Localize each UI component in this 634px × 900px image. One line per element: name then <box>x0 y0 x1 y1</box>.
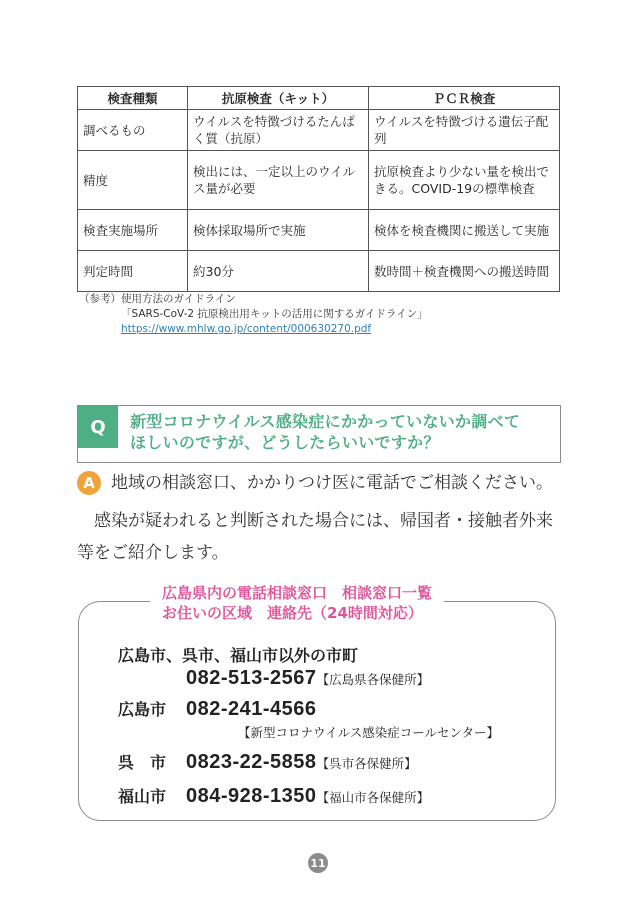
table-cell: 精度 <box>78 151 188 210</box>
reference-link[interactable]: https://www.mhlw.go.jp/content/000630270.pdf <box>121 323 372 335</box>
contact-phone: 082-513-2567 <box>186 667 317 689</box>
contact-area: 福山市 <box>118 787 167 806</box>
question-box <box>77 405 561 463</box>
contact-phone: 084-928-1350 <box>186 785 317 807</box>
table-cell: 判定時間 <box>78 251 188 292</box>
table-cell: ウイルスを特徴づける遺伝子配列 <box>369 110 560 151</box>
answer-lead: 地域の相談窓口、かかりつけ医に電話でご相談ください。 <box>111 473 553 493</box>
table-row <box>78 251 560 292</box>
question-line: 新型コロナウイルス感染症にかかっていないか調べて <box>130 412 521 431</box>
table-cell: 約30分 <box>188 251 369 292</box>
table-cell: 検出には、一定以上のウイルス量が必要 <box>188 151 369 210</box>
contact-area: 呉 市 <box>118 753 167 772</box>
page-number: 11 <box>308 853 328 873</box>
table-cell: ウイルスを特徴づけるたんぱく質（抗原） <box>188 110 369 151</box>
reference-note <box>79 292 428 337</box>
contact-box-title <box>150 583 444 623</box>
table-cell: 数時間＋検査機関への搬送時間 <box>369 251 560 292</box>
contact-office: 【呉市各保健所】 <box>316 756 417 771</box>
contact-item <box>118 750 417 774</box>
question-line: ほしいのですが、どうしたらいいですか？ <box>130 433 440 452</box>
contact-area: 広島市、呉市、福山市以外の市町 <box>118 646 359 665</box>
table-cell: 検査実施場所 <box>78 210 188 251</box>
a-icon: A <box>77 471 101 495</box>
title-line: 広島県内の電話相談窓口 相談窓口一覧 <box>162 584 433 602</box>
reference-label: （参考） <box>79 293 121 305</box>
contact-item <box>118 643 429 690</box>
header-cell: 抗原検査（キット） <box>188 87 369 110</box>
reference-doc: 「SARS-CoV-2 抗原検出用キットの活用に関するガイドライン」 <box>121 308 428 320</box>
title-line: お住いの区域 連絡先（24時間対応） <box>162 604 423 622</box>
contact-office: 【福山市各保健所】 <box>316 790 430 805</box>
contact-area: 広島市 <box>118 700 167 719</box>
test-comparison-table <box>77 86 560 292</box>
table-row <box>78 110 560 151</box>
contact-phone: 0823-22-5858 <box>186 751 317 773</box>
answer-body: 感染が疑われると判断された場合には、帰国者・接触者外来等をご紹介します。 <box>77 511 553 563</box>
q-icon: Q <box>78 406 118 448</box>
table-row <box>78 210 560 251</box>
table-cell: 調べるもの <box>78 110 188 151</box>
reference-title: 使用方法のガイドライン <box>121 293 236 305</box>
contact-item <box>118 697 499 741</box>
table-cell: 検体採取場所で実施 <box>188 210 369 251</box>
table-header-row <box>78 87 560 110</box>
question-text <box>130 411 520 453</box>
contact-item <box>118 784 429 808</box>
contact-office: 【広島県各保健所】 <box>316 672 430 687</box>
contact-office: 【新型コロナウイルス感染症コールセンター】 <box>238 725 500 740</box>
table-cell: 抗原検査より少ない量を検出できる。COVID-19の標準検査 <box>369 151 560 210</box>
header-cell: 検査種類 <box>78 87 188 110</box>
contact-phone: 082-241-4566 <box>186 698 317 720</box>
table-cell: 検体を検査機関に搬送して実施 <box>369 210 560 251</box>
table-row <box>78 151 560 210</box>
header-cell: ＰＣＲ検査 <box>369 87 560 110</box>
